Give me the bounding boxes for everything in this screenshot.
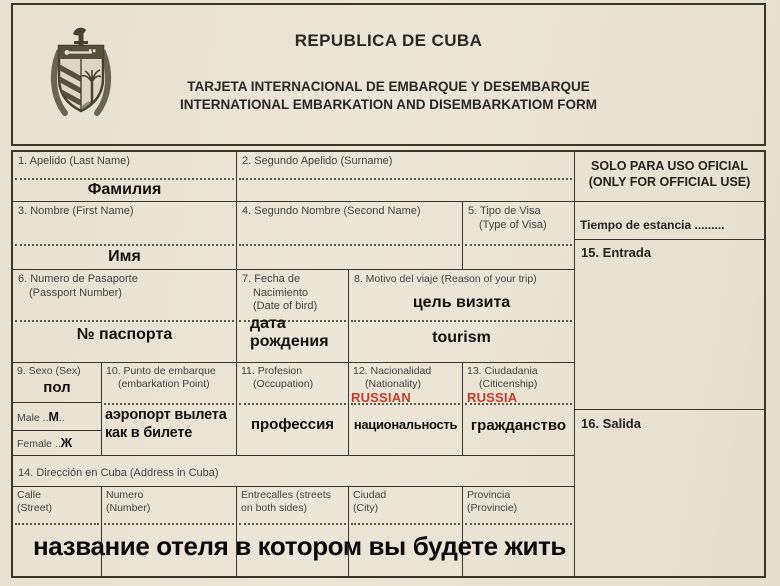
dotted-fill-line <box>104 403 234 405</box>
official-entrada <box>575 240 764 410</box>
field-label-line1: 5. Tipo de Visa <box>468 205 541 217</box>
column-label-line2: (Street) <box>17 501 53 514</box>
column-label-line1: Entrecalles (streets <box>241 489 331 501</box>
field-label-line3: (Date of bird) <box>253 300 318 312</box>
field-annotation: цель визита <box>412 294 511 311</box>
dotted-fill-line <box>465 244 572 246</box>
field-label-line1: 12. Nacionalidad <box>353 365 432 377</box>
field-label-line1: 11. Profesion <box>241 365 303 377</box>
dotted-fill-line <box>15 320 234 322</box>
field-annotation: гражданство <box>470 417 567 434</box>
salida-label: 16. Salida <box>581 416 641 431</box>
field-annotation: профессия <box>250 416 335 433</box>
official-use-line1: SOLO PARA USO OFICIAL <box>591 159 748 173</box>
field-entry-value: RUSSIAN <box>351 390 411 405</box>
field-label-line2: (Nationality) <box>365 377 422 390</box>
field-annotation: национальность <box>353 417 458 432</box>
field-label: 3. Nombre (First Name) <box>18 205 134 217</box>
field-annotation: пол <box>43 378 71 396</box>
field-label-line2: (embarkation Point) <box>118 377 210 390</box>
field-label-line2: (Occupation) <box>253 377 314 390</box>
form-table <box>11 150 766 578</box>
dotted-fill-line <box>239 523 346 525</box>
field-sex <box>13 363 102 456</box>
column-label-line2: (Number) <box>106 501 151 514</box>
field-label: 1. Apelido (Last Name) <box>18 155 130 167</box>
column-label-line1: Calle <box>17 489 41 501</box>
field-reason-of-trip <box>349 270 575 363</box>
field-embarkation-point <box>102 363 237 456</box>
official-use-line2: (ONLY FOR OFFICIAL USE) <box>588 175 751 189</box>
form-header <box>11 3 766 146</box>
official-use-header <box>575 152 764 202</box>
field-label: 9. Sexo (Sex) <box>17 365 81 377</box>
field-first-name <box>13 202 237 270</box>
field-label-line2: (Citicenship) <box>479 377 538 390</box>
field-label-line1: 13. Ciudadania <box>467 365 538 377</box>
column-label-line2: on both sides) <box>241 501 307 514</box>
field-nationality <box>349 363 463 456</box>
field-label-line1: 6. Numero de Pasaporte <box>18 273 138 285</box>
column-label-line1: Provincia <box>467 489 511 501</box>
entrada-label: 15. Entrada <box>581 245 652 260</box>
field-annotation-line2: как в билете <box>105 424 193 441</box>
dotted-fill-line <box>104 523 234 525</box>
form-title-spanish: TARJETA INTERNACIONAL DE EMBARQUE Y DESEMBARQUE <box>187 79 590 94</box>
field-entry-value: tourism <box>432 329 491 346</box>
field-visa-type <box>463 202 575 270</box>
dotted-fill-line <box>351 320 572 322</box>
field-label: 2. Segundo Apelido (Surname) <box>242 155 393 167</box>
field-label-line2: Nacimiento <box>253 286 309 299</box>
field-label: 8. Motivo del viaje (Reason of your trip) <box>354 273 537 285</box>
field-annotation-line1: аэропорт вылета <box>105 407 227 423</box>
official-salida <box>575 410 764 576</box>
field-label-line2: (Passport Number) <box>29 286 122 299</box>
field-surname <box>237 152 575 202</box>
field-second-name <box>237 202 463 270</box>
field-label-line1: 10. Punto de embarque <box>106 365 216 377</box>
dotted-fill-line <box>239 403 346 405</box>
field-passport-number <box>13 270 237 363</box>
field-label-line2: (Type of Visa) <box>479 218 547 231</box>
dotted-fill-line <box>239 244 460 246</box>
field-label: 14. Dirección en Cuba (Address in Cuba) <box>18 467 219 479</box>
field-annotation-line1: дата <box>250 315 286 332</box>
field-annotation: Фамилия <box>87 181 162 198</box>
column-label-line1: Ciudad <box>353 489 387 501</box>
field-annotation-line2: рождения <box>250 333 329 350</box>
hotel-name-annotation: название отеля в котором вы будете жить <box>33 531 566 561</box>
dotted-fill-line <box>351 523 460 525</box>
column-label-line2: (Provincie) <box>467 501 518 514</box>
column-label-line1: Numero <box>106 489 144 501</box>
dotted-fill-line <box>15 523 99 525</box>
form-title-english: INTERNATIONAL EMBARKATION AND DISEMBARKATIOM FORM <box>180 97 597 112</box>
dotted-fill-line <box>15 178 234 180</box>
tiempo-de-estancia-label: Tiempo de estancia ......... <box>580 218 725 232</box>
dotted-fill-line <box>239 178 572 180</box>
column-label-line2: (City) <box>353 501 379 514</box>
field-address-in-cuba <box>13 456 575 487</box>
field-entry-value: RUSSIA <box>467 390 518 405</box>
dotted-fill-line <box>15 244 234 246</box>
field-annotation: Имя <box>108 248 141 265</box>
sex-option-female: Female ..Ж <box>17 436 73 450</box>
official-time-of-stay <box>575 202 764 240</box>
field-profession <box>237 363 349 456</box>
sex-option-male: Male ..М.. <box>13 403 101 431</box>
field-citizenship <box>463 363 575 456</box>
field-label-line1: 7. Fecha de <box>242 273 301 285</box>
field-annotation: № паспорта <box>76 326 173 343</box>
field-last-name <box>13 152 237 202</box>
field-date-of-birth <box>237 270 349 363</box>
field-label: 4. Segundo Nombre (Second Name) <box>242 205 421 217</box>
dotted-fill-line <box>465 523 572 525</box>
country-title: REPUBLICA DE CUBA <box>294 31 483 50</box>
